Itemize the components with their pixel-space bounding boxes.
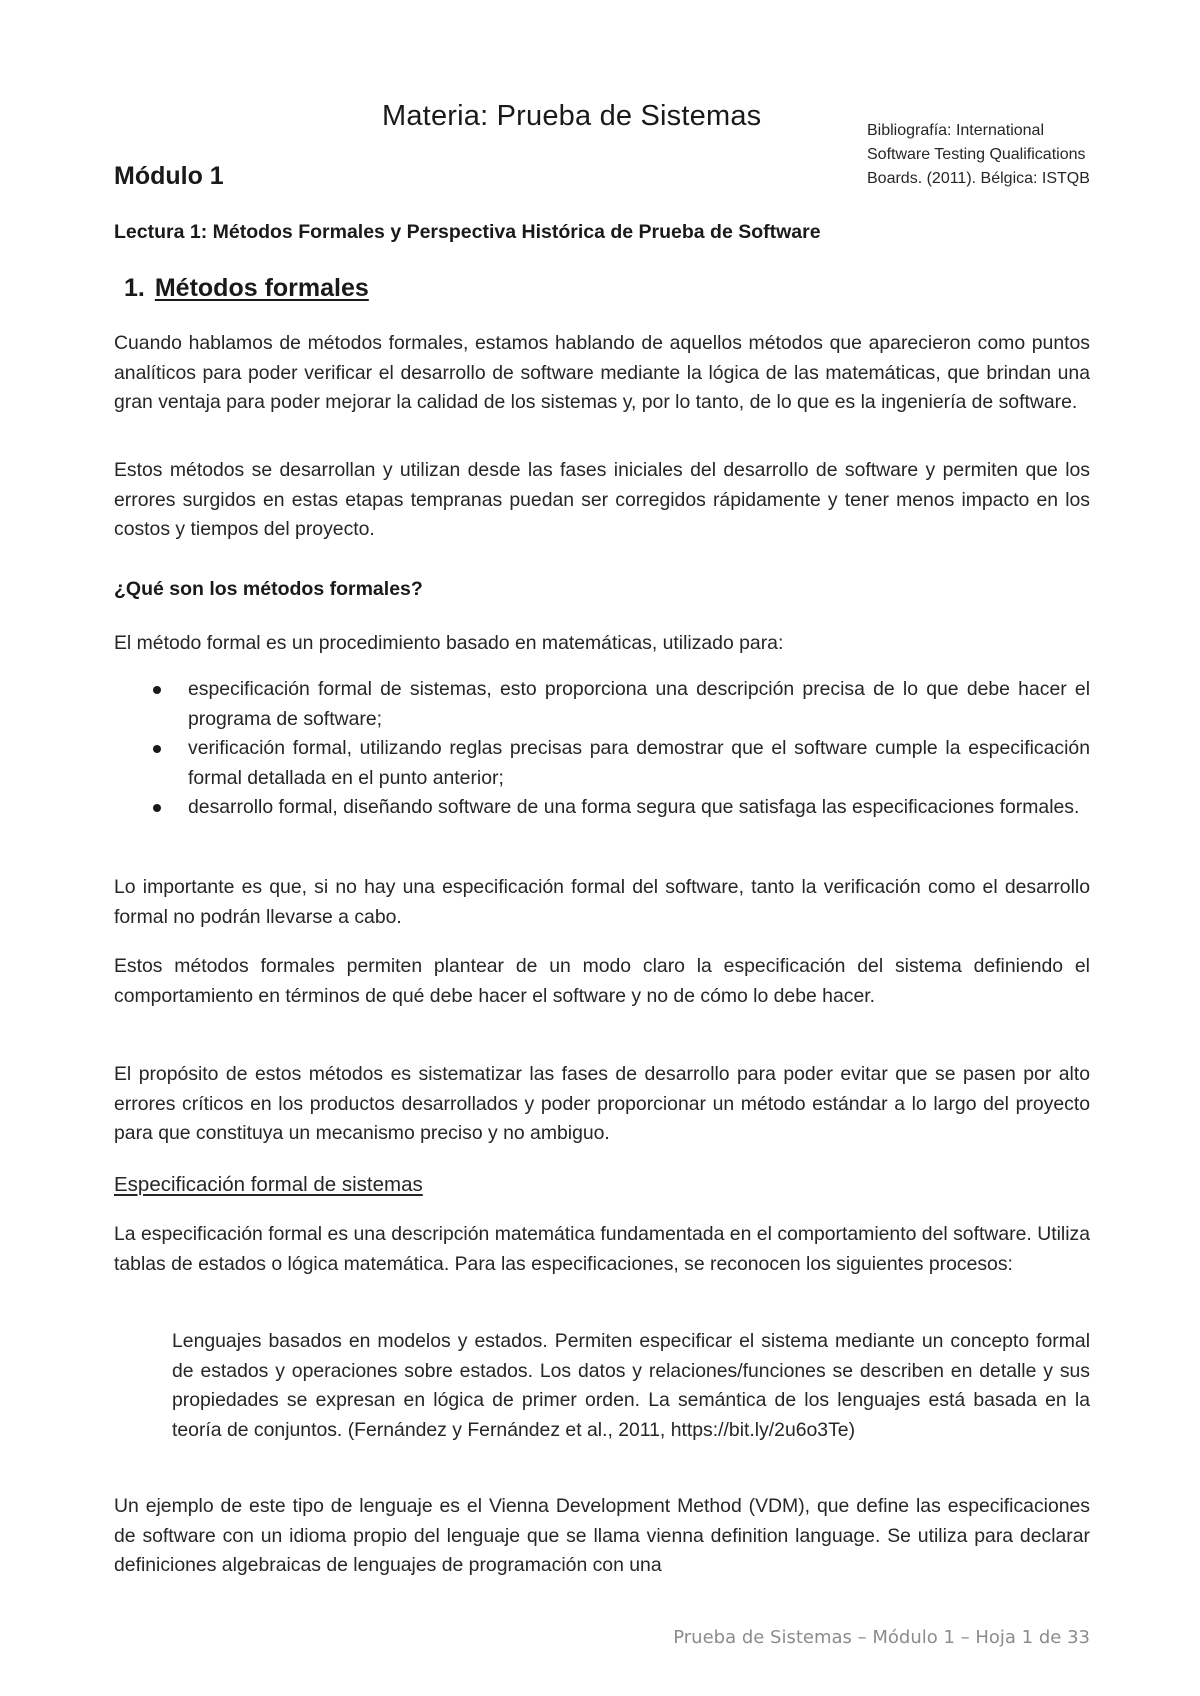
- bullet-list: [114, 675, 1090, 823]
- page-footer: Prueba de Sistemas – Módulo 1 – Hoja 1 de 33: [673, 1627, 1090, 1648]
- list-item-text: desarrollo formal, diseñando software de una forma segura que satisfaga las especificaciones formales.: [188, 796, 1080, 818]
- bullet-icon: [153, 745, 161, 753]
- bullet-icon: [153, 804, 161, 812]
- section-heading: [124, 274, 369, 303]
- paragraph: La especificación formal es una descripción matemática fundamentada en el comportamiento del software. Utiliza tablas de estados o lógica matemática. Para las especificaciones, se reconocen los siguientes procesos:: [114, 1223, 1090, 1275]
- paragraph: Lo importante es que, si no hay una especificación formal del software, tanto la verificación como el desarrollo formal no podrán llevarse a cabo.: [114, 876, 1090, 928]
- bibliography-line: Software Testing Qualifications: [867, 146, 1086, 163]
- bibliography-note: [867, 119, 1127, 191]
- list-item: [114, 793, 1090, 823]
- lecture-heading: Lectura 1: Métodos Formales y Perspectiva Histórica de Prueba de Software: [114, 221, 821, 243]
- bullet-icon: [153, 686, 161, 694]
- list-item: [114, 734, 1090, 793]
- paragraph: Un ejemplo de este tipo de lenguaje es el Vienna Development Method (VDM), que define las especificaciones de software con un idioma propio del lenguaje que se llama vienna definition language. Se utiliza para declarar definiciones algebraicas de lenguajes de programación con una: [114, 1495, 1090, 1576]
- subsection-heading: Especificación formal de sistemas: [114, 1173, 423, 1196]
- section-title: Métodos formales: [154, 274, 369, 302]
- paragraph: El método formal es un procedimiento basado en matemáticas, utilizado para:: [114, 632, 784, 654]
- paragraph: Cuando hablamos de métodos formales, estamos hablando de aquellos métodos que aparecieron como puntos analíticos para poder verificar el desarrollo de software mediante la lógica de las matemáticas, que brindan una gran ventaja para poder mejorar la calidad de los sistemas y, por lo tanto, de lo que es la ingeniería de software.: [114, 332, 1090, 413]
- paragraph: El propósito de estos métodos es sistematizar las fases de desarrollo para poder evitar que se pasen por alto errores críticos en los productos desarrollados y poder proporcionar un método estándar a lo largo del proyecto para que constituya un mecanismo preciso y no ambiguo.: [114, 1063, 1090, 1144]
- list-item: [114, 675, 1090, 734]
- bibliography-line: Boards. (2011). Bélgica: ISTQB: [867, 170, 1090, 187]
- question-heading: ¿Qué son los métodos formales?: [114, 578, 423, 600]
- section-number: 1.: [124, 274, 145, 302]
- document-title: Materia: Prueba de Sistemas: [382, 100, 762, 132]
- list-item-text: verificación formal, utilizando reglas precisas para demostrar que el software cumple la especificación formal detallada en el punto anterior;: [188, 737, 1090, 789]
- indented-paragraph: Lenguajes basados en modelos y estados. Permiten especificar el sistema mediante un concepto formal de estados y operaciones sobre estados. Los datos y relaciones/funciones se describen en detalle y sus propiedades se expresan en lógica de primer orden. La semántica de los lenguajes está basada en la teoría de conjuntos. (Fernández y Fernández et al., 2011, https://bit.ly/2u6o3Te): [172, 1330, 1090, 1441]
- list-item-text: especificación formal de sistemas, esto proporciona una descripción precisa de lo que debe hacer el programa de software;: [188, 678, 1090, 730]
- paragraph: Estos métodos formales permiten plantear de un modo claro la especificación del sistema definiendo el comportamiento en términos de qué debe hacer el software y no de cómo lo debe hacer.: [114, 955, 1090, 1007]
- module-heading: Módulo 1: [114, 162, 224, 190]
- paragraph: Estos métodos se desarrollan y utilizan desde las fases iniciales del desarrollo de software y permiten que los errores surgidos en estas etapas tempranas puedan ser corregidos rápidamente y tener menos impacto en los costos y tiempos del proyecto.: [114, 459, 1090, 540]
- bibliography-line: Bibliografía: International: [867, 122, 1044, 139]
